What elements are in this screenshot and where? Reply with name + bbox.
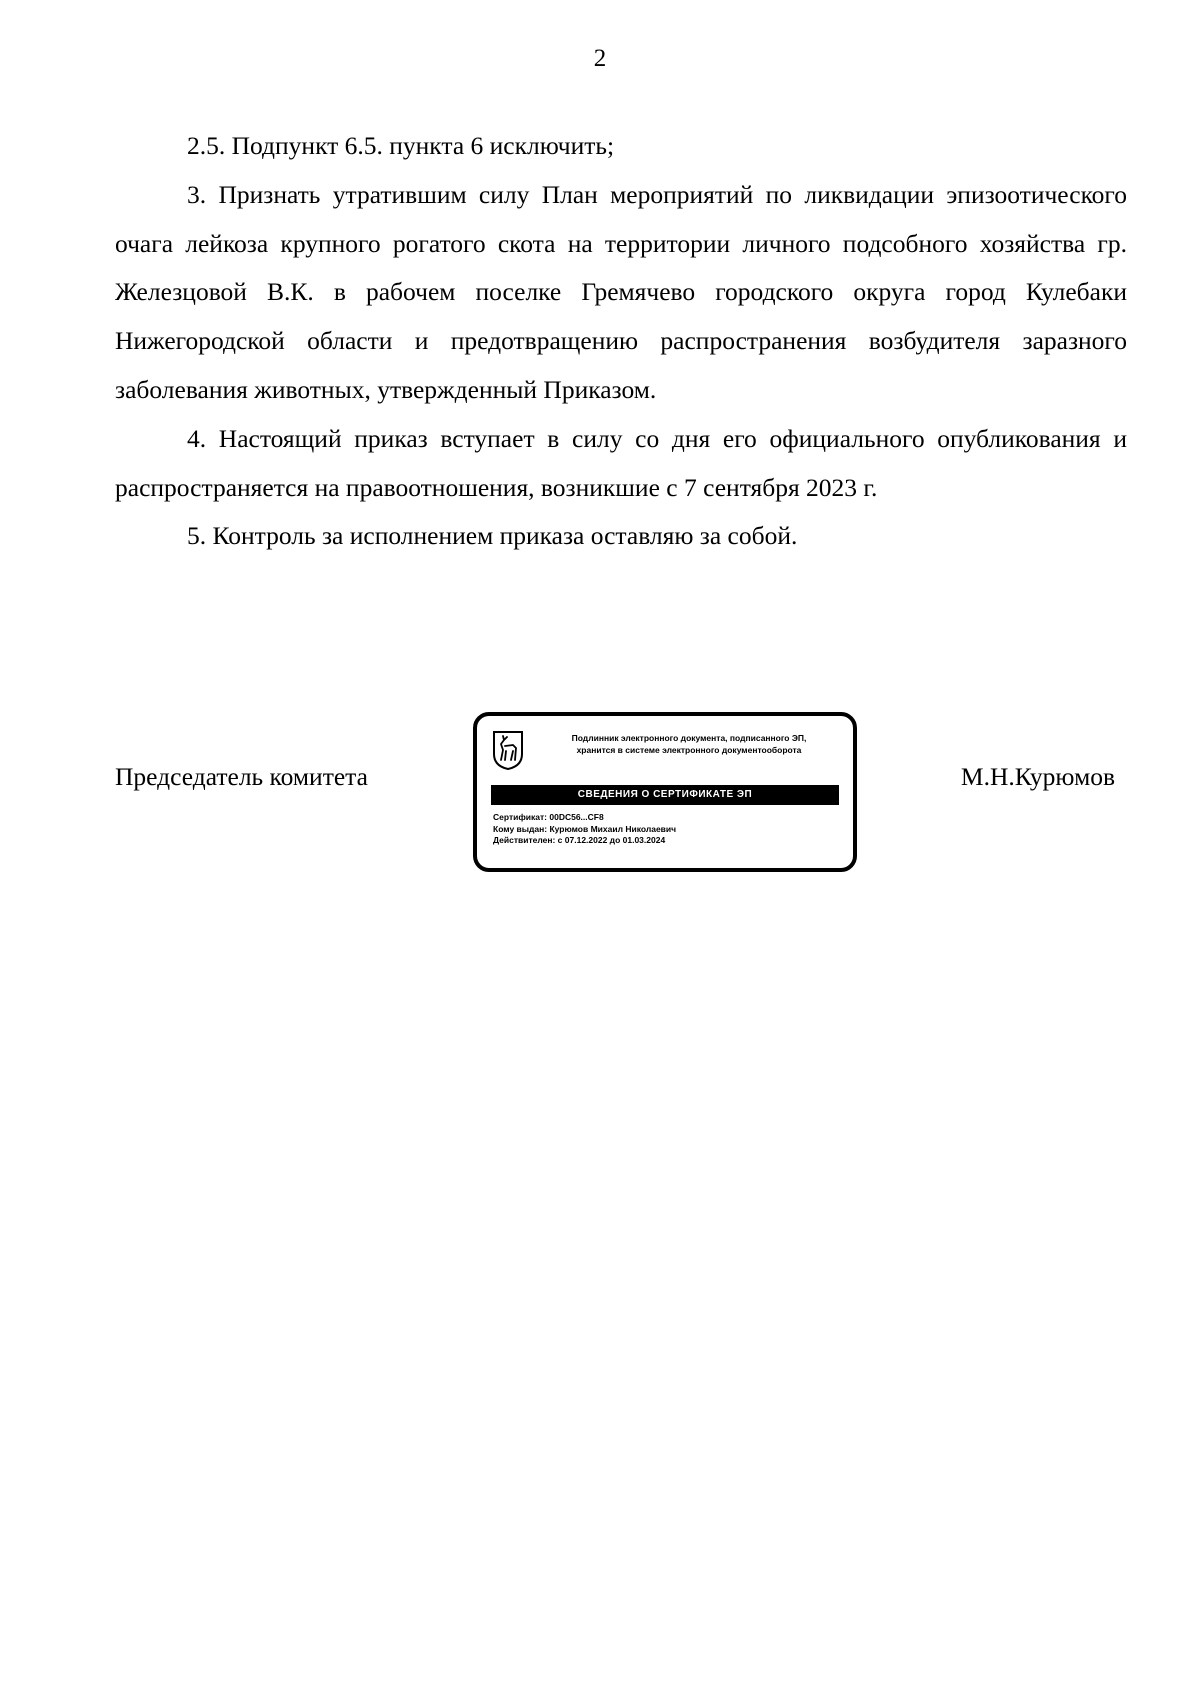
stamp-certificate-banner: СВЕДЕНИЯ О СЕРТИФИКАТЕ ЭП (491, 785, 839, 805)
paragraph-5: 5. Контроль за исполнением приказа оставляю за собой. (187, 521, 798, 551)
stamp-notice-line-2: хранится в системе электронного документооборота (576, 745, 802, 755)
stamp-notice-line-1: Подлинник электронного документа, подписанного ЭП, (571, 733, 807, 743)
certificate-label: Сертификат: (493, 812, 547, 822)
issued-to-value: Курюмов Михаил Николаевич (549, 823, 677, 834)
electronic-signature-stamp (473, 712, 857, 872)
issued-to-label: Кому выдан: (493, 823, 548, 834)
document-body (115, 122, 1127, 561)
signatory-name: М.Н.Курюмов (960, 762, 1115, 791)
page-number: 2 (593, 45, 607, 72)
stamp-certificate-row (493, 812, 676, 824)
signatory-title: Председатель комитета (115, 762, 368, 791)
stamp-issued-to-row (493, 824, 676, 836)
certificate-value: 00DC56...CF8 (549, 812, 604, 822)
paragraph-3: 3. Признать утратившим силу План мероприятий по ликвидации эпизоотического очага лейкоза крупного рогатого скота на территории личного подсобного хозяйства гр. Железцовой В.К. в рабочем поселке Гремячево городского округа город Кулебаки Нижегородской области и предотвращению распространения возбудителя заразного заболевания животных, утвержденный Приказом. (115, 179, 1127, 404)
paragraph-4: 4. Настоящий приказ вступает в силу со дня его официального опубликования и распространяется на правоотношения, возникшие с 7 сентября 2023 г. (115, 423, 1127, 502)
stamp-notice (529, 732, 849, 756)
coat-of-arms-deer-icon (492, 730, 524, 770)
stamp-certificate-details (493, 812, 676, 847)
stamp-validity: Действителен: с 07.12.2022 до 01.03.2024 (493, 835, 666, 845)
paragraph-2-5: 2.5. Подпункт 6.5. пункта 6 исключить; (187, 131, 615, 160)
